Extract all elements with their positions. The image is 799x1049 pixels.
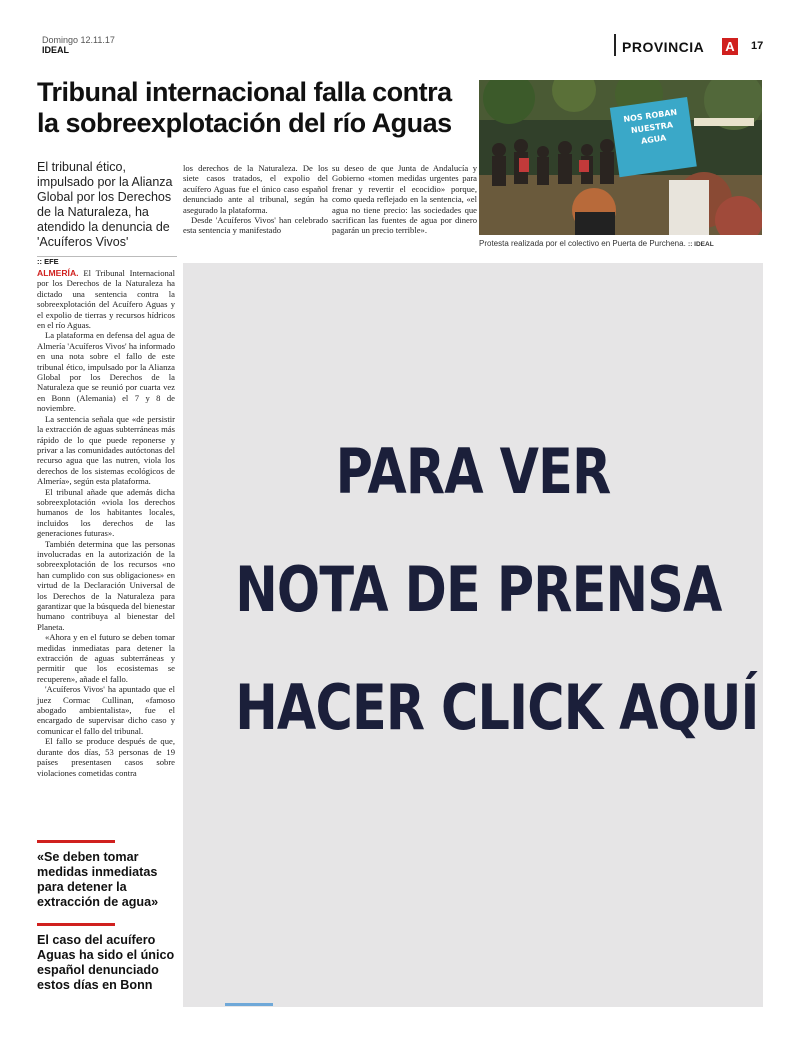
- paragraph: los derechos de la Naturaleza. De los siete casos tratados, el expolio del acuífero Aguas fue el único caso español denunciado ante al tribunal, según ha asegurado la plataforma.: [183, 163, 328, 215]
- overlay-line-1[interactable]: PARA VER: [335, 435, 611, 508]
- pull-quote-1: «Se deben tomar medidas inmediatas para detener la extracción de agua»: [37, 850, 159, 909]
- article-headline: Tribunal internacional falla contra la sobreexplotación del río Aguas: [37, 77, 452, 138]
- paragraph: La plataforma en defensa del agua de Almería 'Acuíferos Vivos' ha informado en una nota sobre el fallo de este tribunal ético, impulsado por la Alianza Global por los Derechos de la Naturaleza que se reunió por cuarta vez en Bonn (Alemania) el 7 y 8 de noviembre.: [37, 330, 175, 414]
- overlay-line-3[interactable]: HACER CLICK AQUÍ: [235, 671, 759, 744]
- page-number: 17: [751, 40, 764, 52]
- article-column-3: [332, 163, 477, 236]
- agency-credit: :: EFE: [37, 257, 59, 266]
- publication-name: IDEAL: [42, 45, 69, 55]
- paragraph: 'Acuíferos Vivos' ha apuntado que el juez Cormac Cullinan, «famoso abogado ambientalista», fue el encargado de supervisar dicho caso y comunicar el fallo del tribunal.: [37, 684, 175, 736]
- section-title: PROVINCIA: [622, 39, 705, 55]
- photo-caption: [479, 239, 762, 248]
- photo-illustration: [479, 80, 762, 235]
- paragraph: La sentencia señala que «de persistir la extracción de aguas subterráneas más rápido de lo que puede reponerse y privar a las comunidades autóctonas del recurso agua que las nutren, viola los derechos de los sistemas ecológicos de Almería», según esta plataforma.: [37, 413, 175, 487]
- paragraph: su deseo de que Junta de Andalucía y Gobierno «tomen medidas urgentes para frenar y revertir el ecocidio» porque, como queda reflejado en la sentencia, «el agua no tiene precio: las sociedades que sacrifican las fuentes de agua por dinero pagarán un precio terrible».: [332, 163, 477, 236]
- paragraph: «Ahora y en el futuro se deben tomar medidas inmediatas para detener la extracción de aguas subterráneas y permitir que los ecosistemas se recuperen», añade el fallo.: [37, 632, 175, 684]
- paragraph-text: El Tribunal Internacional por los Derechos de la Naturaleza ha dictado una sentencia contra la sobreexplotación del Acuífero Aguas y el expolio de tierras y recursos hídricos en el río Aguas.: [37, 268, 175, 331]
- article-column-2: [183, 163, 328, 236]
- svg-text:AGUA: AGUA: [640, 133, 667, 146]
- press-release-link[interactable]: [183, 263, 763, 1007]
- press-release-link-text[interactable]: [235, 413, 759, 767]
- decorative-rule: [225, 1003, 273, 1006]
- pull-quote-rule: [37, 923, 115, 926]
- paragraph: [37, 268, 175, 330]
- article-lead: El tribunal ético, impulsado por la Alianza Global por los Derechos de la Naturaleza, ha atendido la denuncia de 'Acuíferos Vivos': [37, 160, 173, 249]
- svg-text:NOS ROBAN: NOS ROBAN: [622, 107, 678, 125]
- pull-quote-2: El caso del acuífero Aguas ha sido el único español denunciado estos días en Bonn: [37, 933, 175, 992]
- paragraph: También determina que las personas involucradas en la autorización de la sobreexplotación de los recursos «no han cumplido con sus obligaciones» en virtud de la Declaración Universal de los Derechos de la Naturaleza para garantizar que la búsqueda del bienestar humano contribuya al bienestar del Planeta.: [37, 538, 175, 632]
- svg-text:NUESTRA: NUESTRA: [630, 120, 674, 136]
- caption-credit: :: IDEAL: [688, 241, 714, 248]
- header-divider: [614, 34, 616, 56]
- caption-text: Protesta realizada por el colectivo en Puerta de Purchena.: [479, 239, 686, 248]
- section-badge: A: [722, 38, 738, 55]
- overlay-line-2[interactable]: NOTA DE PRENSA: [235, 553, 722, 626]
- dateline: ALMERÍA.: [37, 268, 79, 278]
- issue-date: Domingo 12.11.17: [42, 35, 115, 45]
- paragraph: Desde 'Acuíferos Vivos' han celebrado esta sentencia y manifestado: [183, 215, 328, 236]
- pull-quote-rule: [37, 840, 115, 843]
- paragraph: El tribunal añade que además dicha sobreexplotación «viola los derechos humanos de los habitantes locales, incluidos los derechos de las generaciones futuras».: [37, 486, 175, 539]
- article-body: [37, 268, 175, 778]
- protest-photo: [479, 80, 762, 235]
- paragraph: El fallo se produce después de que, durante dos días, 53 personas de 19 países presentasen casos sobre violaciones cometidas contra: [37, 736, 175, 778]
